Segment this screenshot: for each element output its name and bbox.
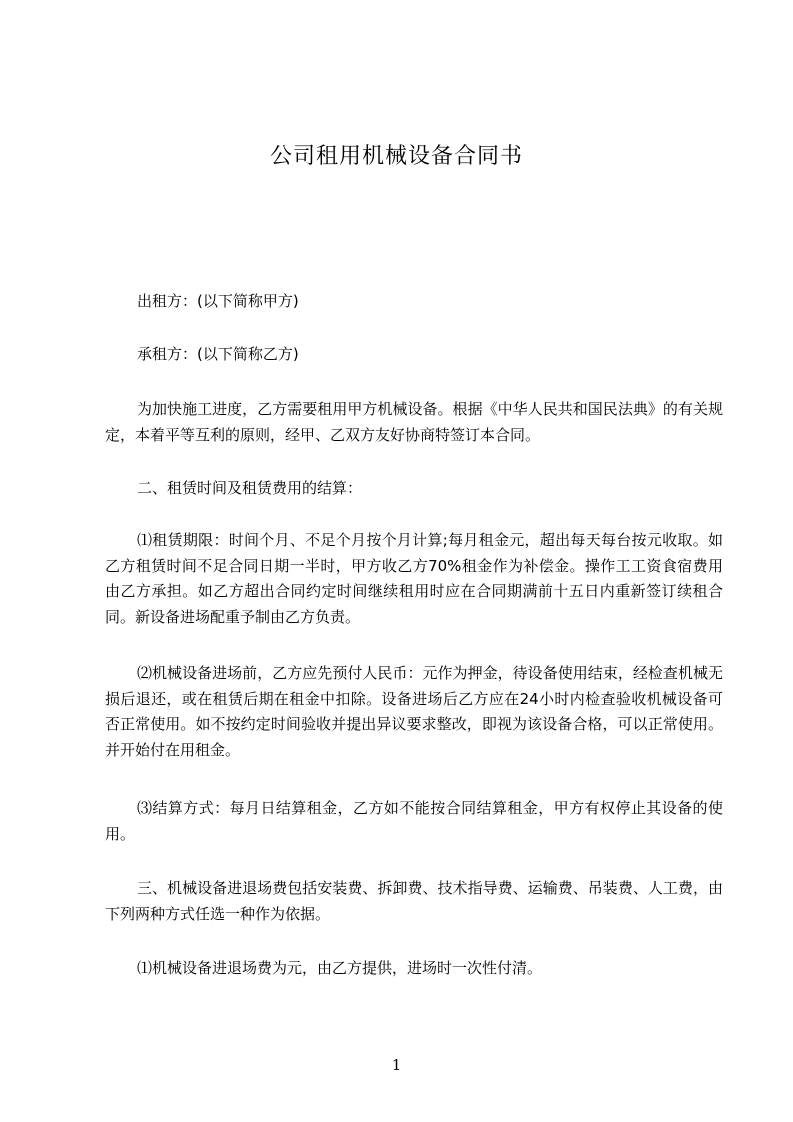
clause-lease-term: ⑴租赁期限：时间个月、不足个月按个月计算;每月租金元，超出每天每台按元收取。如乙方租赁时间不足合同日期一半时，甲方收乙方70%租金作为补偿金。操作工工资食宿费用由乙方承担。如乙方超出合同约定时间继续租用时应在合同期满前十五日内重新签订续租合同。新设备进场配重予制由乙方负责。 [105, 531, 723, 626]
document-title: 公司租用机械设备合同书 [269, 144, 523, 169]
clause-entry-exit-fee: ⑴机械设备进退场费为元，由乙方提供，进场时一次性付清。 [137, 959, 543, 977]
clause-deposit: ⑵机械设备进场前，乙方应先预付人民币：元作为押金，待设备使用结束，经检查机械无损后退还，或在租赁后期在租金中扣除。设备进场后乙方应在24小时内检查验收机械设备可否正常使用。如不按约定时间验收并提出异议要求整改，即视为该设备合格，可以正常使用。并开始付在用租金。 [105, 664, 723, 759]
section-two-heading: 二、租赁时间及租赁费用的结算： [137, 479, 363, 497]
lessee-line: 承租方：(以下简称乙方) [137, 345, 299, 363]
page-number: 1 [391, 1056, 402, 1074]
preamble-paragraph: 为加快施工进度，乙方需要租用甲方机械设备。根据《中华人民共和国民法典》的有关规定，本着平等互利的原则，经甲、乙双方友好协商特签订本合同。 [105, 400, 723, 444]
clause-settlement: ⑶结算方式：每月日结算租金，乙方如不能按合同结算租金，甲方有权停止其设备的使用。 [105, 799, 723, 843]
section-three-heading: 三、机械设备进退场费包括安装费、拆卸费、技术指导费、运输费、吊装费、人工费，由下列两种方式任选一种作为依据。 [105, 879, 723, 923]
lessor-line: 出租方：(以下简称甲方) [137, 292, 299, 310]
